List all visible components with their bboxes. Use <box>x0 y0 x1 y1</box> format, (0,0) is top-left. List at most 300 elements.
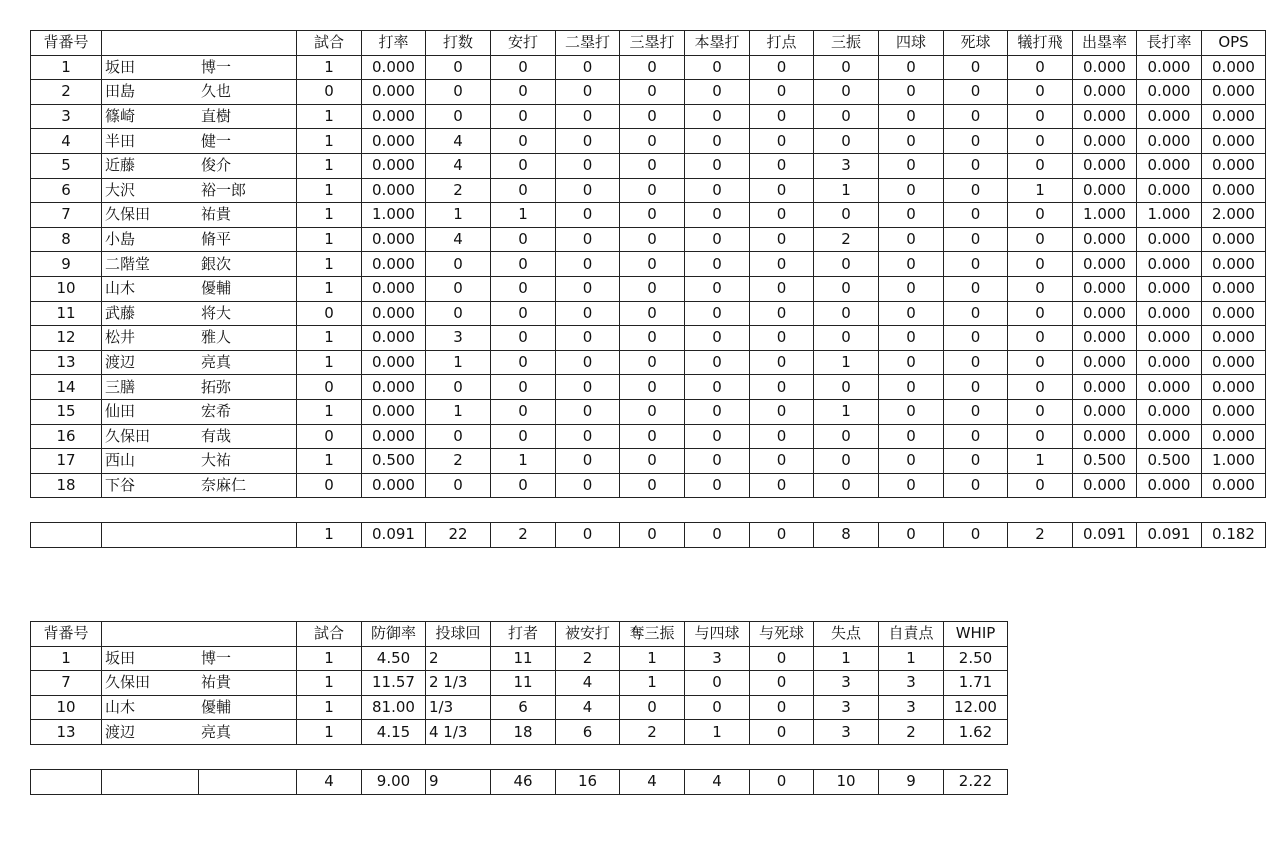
family-name: 西山 <box>105 451 136 470</box>
column-header: 三塁打 <box>620 31 685 56</box>
player-number: 1 <box>31 55 102 80</box>
stat-cell: 0 <box>620 80 685 105</box>
stat-cell: 1 <box>426 203 491 228</box>
stat-cell: 4.15 <box>362 720 426 745</box>
column-header: 奪三振 <box>620 622 685 647</box>
table-row <box>31 55 1266 80</box>
table-row <box>31 104 1266 129</box>
family-name: 久保田 <box>105 426 151 445</box>
stat-cell: 18 <box>491 720 556 745</box>
table-row <box>31 252 1266 277</box>
family-name: 松井 <box>105 328 136 347</box>
player-name <box>102 153 297 178</box>
stat-cell: 3 <box>814 720 879 745</box>
stat-cell: 0 <box>814 375 879 400</box>
stat-cell: 12.00 <box>944 695 1008 720</box>
column-header: 打数 <box>426 31 491 56</box>
player-name <box>102 104 297 129</box>
stat-cell: 0 <box>1008 399 1073 424</box>
stat-cell: 0 <box>685 203 750 228</box>
table-row <box>31 720 1008 745</box>
stat-cell: 1 <box>297 178 362 203</box>
stat-cell: 1 <box>1008 449 1073 474</box>
stat-cell: 0.000 <box>1202 104 1266 129</box>
stat-cell: 0 <box>556 326 620 351</box>
stat-cell: 0.000 <box>362 129 426 154</box>
stat-cell: 0.000 <box>1137 473 1202 498</box>
stat-cell: 0 <box>620 399 685 424</box>
stat-cell: 1 <box>297 646 362 671</box>
total-cell <box>199 770 297 795</box>
stat-cell: 0 <box>685 276 750 301</box>
stat-cell: 0.000 <box>362 350 426 375</box>
family-name: 近藤 <box>105 156 136 175</box>
player-number: 10 <box>31 276 102 301</box>
stat-cell: 3 <box>814 153 879 178</box>
stat-cell: 0 <box>297 473 362 498</box>
stat-cell: 0.000 <box>362 326 426 351</box>
stat-cell: 0 <box>750 55 814 80</box>
stat-cell: 0 <box>814 104 879 129</box>
total-cell: 0 <box>750 523 814 548</box>
stat-cell: 0 <box>1008 129 1073 154</box>
stat-cell: 0 <box>1008 80 1073 105</box>
stat-cell: 0 <box>556 375 620 400</box>
stat-cell: 1.71 <box>944 671 1008 696</box>
column-header: 被安打 <box>556 622 620 647</box>
given-name: 裕一郎 <box>201 180 247 199</box>
stat-cell: 0 <box>1008 55 1073 80</box>
stat-cell: 0.000 <box>1073 473 1137 498</box>
stat-cell: 0 <box>620 227 685 252</box>
total-cell: 0 <box>556 523 620 548</box>
stat-cell: 0 <box>620 449 685 474</box>
stat-cell: 2 <box>879 720 944 745</box>
stat-cell: 0 <box>685 399 750 424</box>
total-cell: 9 <box>426 770 491 795</box>
stat-cell: 1 <box>297 203 362 228</box>
stat-cell: 0 <box>491 473 556 498</box>
stat-cell: 0.500 <box>1137 449 1202 474</box>
given-name: 博一 <box>201 648 232 667</box>
family-name: 渡辺 <box>105 722 136 741</box>
stat-cell: 0 <box>426 55 491 80</box>
player-name <box>102 55 297 80</box>
stat-cell: 3 <box>814 671 879 696</box>
stat-cell: 0 <box>879 350 944 375</box>
given-name: 奈麻仁 <box>201 475 247 494</box>
stat-cell: 0.000 <box>1202 375 1266 400</box>
given-name: 祐貴 <box>201 205 232 224</box>
stat-cell: 0 <box>879 252 944 277</box>
stat-cell: 0.000 <box>1137 104 1202 129</box>
stat-cell: 0 <box>879 203 944 228</box>
column-header <box>102 622 297 647</box>
stat-cell: 1 <box>814 646 879 671</box>
total-cell: 0.091 <box>1137 523 1202 548</box>
given-name: 有哉 <box>201 426 232 445</box>
player-number: 8 <box>31 227 102 252</box>
stat-cell: 0 <box>685 129 750 154</box>
stat-cell: 0 <box>620 473 685 498</box>
stat-cell: 0.000 <box>1073 399 1137 424</box>
stat-cell: 0 <box>556 80 620 105</box>
stat-cell: 0 <box>620 252 685 277</box>
stat-cell: 0 <box>620 326 685 351</box>
stat-cell: 0.000 <box>362 80 426 105</box>
given-name: 大祐 <box>201 451 232 470</box>
stat-cell: 0.000 <box>362 301 426 326</box>
stat-cell: 0 <box>814 473 879 498</box>
family-name: 坂田 <box>105 57 136 76</box>
stat-cell: 0.000 <box>1137 276 1202 301</box>
column-header: OPS <box>1202 31 1266 56</box>
stat-cell: 0 <box>556 104 620 129</box>
player-number: 7 <box>31 671 102 696</box>
stat-cell: 0.000 <box>1073 375 1137 400</box>
stat-cell: 1 <box>814 178 879 203</box>
stat-cell: 0 <box>556 424 620 449</box>
total-cell: 9 <box>879 770 944 795</box>
stat-cell: 0 <box>556 203 620 228</box>
stat-cell: 0 <box>491 129 556 154</box>
total-cell <box>31 523 102 548</box>
total-cell: 4 <box>620 770 685 795</box>
stat-cell: 1.000 <box>1137 203 1202 228</box>
stat-cell: 0 <box>620 276 685 301</box>
stat-cell: 0 <box>685 80 750 105</box>
stat-cell: 6 <box>556 720 620 745</box>
stat-cell: 3 <box>879 671 944 696</box>
stat-cell: 1 <box>426 399 491 424</box>
column-header: 背番号 <box>31 622 102 647</box>
stat-cell: 0 <box>556 301 620 326</box>
stat-cell: 0 <box>750 301 814 326</box>
stat-cell: 0 <box>685 695 750 720</box>
stat-cell: 0 <box>879 227 944 252</box>
stat-cell: 0 <box>685 252 750 277</box>
stat-cell: 0 <box>426 301 491 326</box>
family-name: 渡辺 <box>105 353 136 372</box>
player-name <box>102 350 297 375</box>
player-name <box>102 671 297 696</box>
stat-cell: 0 <box>879 104 944 129</box>
stat-cell: 0 <box>685 326 750 351</box>
player-number: 3 <box>31 104 102 129</box>
stat-cell: 0.500 <box>1073 449 1137 474</box>
player-name <box>102 252 297 277</box>
stat-cell: 0 <box>750 104 814 129</box>
header-row <box>31 622 1008 647</box>
stat-cell: 0 <box>297 301 362 326</box>
stat-cell: 0 <box>750 227 814 252</box>
table-row <box>31 326 1266 351</box>
table-row <box>31 203 1266 228</box>
stat-cell: 0.000 <box>1073 104 1137 129</box>
given-name: 健一 <box>201 131 232 150</box>
stat-cell: 0 <box>750 178 814 203</box>
stat-cell: 1 <box>491 203 556 228</box>
header-row <box>31 31 1266 56</box>
given-name: 優輔 <box>201 698 232 717</box>
column-header: 背番号 <box>31 31 102 56</box>
player-name <box>102 276 297 301</box>
stat-cell: 0 <box>750 720 814 745</box>
stat-cell: 1 <box>297 252 362 277</box>
stat-cell: 11 <box>491 671 556 696</box>
stat-cell: 0 <box>1008 473 1073 498</box>
player-number: 12 <box>31 326 102 351</box>
stat-cell: 0 <box>944 55 1008 80</box>
stat-cell: 0 <box>620 203 685 228</box>
stat-cell: 0.000 <box>1202 301 1266 326</box>
stat-cell: 0.000 <box>1137 326 1202 351</box>
stat-cell: 2 <box>426 449 491 474</box>
stat-cell: 0 <box>750 276 814 301</box>
column-header: 打点 <box>750 31 814 56</box>
stat-cell: 2 <box>426 646 491 671</box>
given-name: 銀次 <box>201 254 232 273</box>
stat-cell: 0 <box>879 80 944 105</box>
stat-cell: 0.000 <box>1073 424 1137 449</box>
column-header: 出塁率 <box>1073 31 1137 56</box>
stat-cell: 0.000 <box>1137 399 1202 424</box>
stat-cell: 0 <box>750 326 814 351</box>
table-row <box>31 399 1266 424</box>
stat-cell: 1 <box>491 449 556 474</box>
column-header: 投球回 <box>426 622 491 647</box>
stat-cell: 0.000 <box>1073 301 1137 326</box>
stat-cell: 0 <box>491 350 556 375</box>
stat-cell: 0 <box>556 227 620 252</box>
stat-cell: 0.000 <box>1202 276 1266 301</box>
stat-cell: 11 <box>491 646 556 671</box>
player-name <box>102 695 297 720</box>
stat-cell: 0 <box>491 153 556 178</box>
stat-cell: 0 <box>685 104 750 129</box>
stat-cell: 0 <box>556 129 620 154</box>
stat-cell: 0 <box>750 695 814 720</box>
stat-cell: 0 <box>491 399 556 424</box>
total-cell <box>31 770 102 795</box>
table-row <box>31 695 1008 720</box>
stat-cell: 0 <box>556 276 620 301</box>
stat-cell: 0 <box>944 276 1008 301</box>
stat-cell: 0 <box>750 129 814 154</box>
stat-cell: 1.000 <box>1202 449 1266 474</box>
stat-cell: 0.000 <box>362 375 426 400</box>
player-number: 18 <box>31 473 102 498</box>
column-header: 死球 <box>944 31 1008 56</box>
given-name: 脩平 <box>201 230 232 249</box>
stat-cell: 81.00 <box>362 695 426 720</box>
stat-cell: 0.000 <box>362 153 426 178</box>
given-name: 博一 <box>201 57 232 76</box>
given-name: 亮真 <box>201 722 232 741</box>
stat-cell: 0 <box>879 153 944 178</box>
totals-row <box>31 770 1008 795</box>
stat-cell: 0 <box>944 252 1008 277</box>
total-cell: 0 <box>944 523 1008 548</box>
stat-cell: 0 <box>426 473 491 498</box>
table-row <box>31 80 1266 105</box>
stat-cell: 0 <box>426 424 491 449</box>
stat-cell: 0.000 <box>1202 227 1266 252</box>
stat-cell: 0.000 <box>1137 80 1202 105</box>
stat-cell: 1 <box>814 350 879 375</box>
total-cell: 0.091 <box>362 523 426 548</box>
total-cell: 0.182 <box>1202 523 1266 548</box>
stat-cell: 0 <box>1008 104 1073 129</box>
stat-cell: 0 <box>944 80 1008 105</box>
totals-row <box>31 523 1266 548</box>
stat-cell: 1/3 <box>426 695 491 720</box>
player-number: 13 <box>31 350 102 375</box>
table-row <box>31 153 1266 178</box>
player-number: 7 <box>31 203 102 228</box>
batting-totals-table <box>30 522 1266 548</box>
stat-cell: 0 <box>750 153 814 178</box>
stat-cell: 0 <box>556 252 620 277</box>
column-header: 試合 <box>297 31 362 56</box>
stat-cell: 4 <box>556 695 620 720</box>
family-name: 二階堂 <box>105 254 151 273</box>
family-name: 坂田 <box>105 648 136 667</box>
stat-cell: 4 <box>556 671 620 696</box>
stat-cell: 0 <box>685 227 750 252</box>
stat-cell: 0 <box>750 424 814 449</box>
stat-cell: 0 <box>944 473 1008 498</box>
stat-cell: 0.000 <box>1202 55 1266 80</box>
table-row <box>31 301 1266 326</box>
family-name: 山木 <box>105 698 136 717</box>
column-header: 二塁打 <box>556 31 620 56</box>
player-number: 15 <box>31 399 102 424</box>
stat-cell: 0 <box>879 375 944 400</box>
column-header: 四球 <box>879 31 944 56</box>
stat-cell: 0 <box>944 449 1008 474</box>
stat-cell: 0 <box>491 104 556 129</box>
stat-cell: 4 <box>426 129 491 154</box>
family-name: 小島 <box>105 230 136 249</box>
stat-cell: 4 1/3 <box>426 720 491 745</box>
stat-cell: 1 <box>879 646 944 671</box>
given-name: 直樹 <box>201 107 232 126</box>
player-number: 5 <box>31 153 102 178</box>
stat-cell: 0 <box>685 449 750 474</box>
stat-cell: 0 <box>556 153 620 178</box>
stat-cell: 2 1/3 <box>426 671 491 696</box>
stat-cell: 0.000 <box>1073 178 1137 203</box>
stat-cell: 1.000 <box>362 203 426 228</box>
stat-cell: 3 <box>879 695 944 720</box>
stat-cell: 0 <box>426 375 491 400</box>
stat-cell: 0 <box>556 178 620 203</box>
player-number: 4 <box>31 129 102 154</box>
stat-cell: 0 <box>944 375 1008 400</box>
stat-cell: 0 <box>750 350 814 375</box>
family-name: 仙田 <box>105 402 136 421</box>
stat-cell: 0 <box>879 276 944 301</box>
stat-cell: 0 <box>426 276 491 301</box>
stat-cell: 0 <box>685 350 750 375</box>
total-cell: 0 <box>879 523 944 548</box>
stat-cell: 0.000 <box>1073 55 1137 80</box>
stat-cell: 1 <box>297 276 362 301</box>
stat-cell: 0 <box>750 399 814 424</box>
stat-cell: 0.000 <box>1137 252 1202 277</box>
given-name: 将大 <box>201 303 232 322</box>
stat-cell: 0.000 <box>1202 178 1266 203</box>
total-cell: 46 <box>491 770 556 795</box>
column-header: 自責点 <box>879 622 944 647</box>
stat-cell: 0 <box>685 375 750 400</box>
player-name <box>102 326 297 351</box>
stat-cell: 4 <box>426 227 491 252</box>
column-header: 安打 <box>491 31 556 56</box>
stat-cell: 2 <box>620 720 685 745</box>
family-name: 久保田 <box>105 205 151 224</box>
stat-cell: 1 <box>297 326 362 351</box>
stat-cell: 0.000 <box>1137 350 1202 375</box>
stat-cell: 0.000 <box>1073 80 1137 105</box>
total-cell <box>102 770 199 795</box>
stat-cell: 0.000 <box>1202 350 1266 375</box>
player-name <box>102 399 297 424</box>
family-name: 大沢 <box>105 180 136 199</box>
column-header: 与四球 <box>685 622 750 647</box>
column-header: 犠打飛 <box>1008 31 1073 56</box>
stat-cell: 4 <box>426 153 491 178</box>
stat-cell: 0 <box>620 178 685 203</box>
player-name <box>102 129 297 154</box>
stat-cell: 0 <box>879 129 944 154</box>
stat-cell: 0 <box>1008 424 1073 449</box>
stat-cell: 0 <box>879 326 944 351</box>
given-name: 亮真 <box>201 353 232 372</box>
stat-cell: 0 <box>814 55 879 80</box>
stat-cell: 0 <box>491 326 556 351</box>
column-header: 失点 <box>814 622 879 647</box>
total-cell: 8 <box>814 523 879 548</box>
stat-cell: 0 <box>620 424 685 449</box>
stat-cell: 0.000 <box>362 178 426 203</box>
stat-cell: 0 <box>297 80 362 105</box>
stat-cell: 1 <box>297 104 362 129</box>
stat-cell: 6 <box>491 695 556 720</box>
stat-cell: 0 <box>685 153 750 178</box>
stat-cell: 0 <box>1008 252 1073 277</box>
column-header: 与死球 <box>750 622 814 647</box>
stat-cell: 1 <box>297 153 362 178</box>
stat-cell: 0.000 <box>1202 129 1266 154</box>
stat-cell: 0 <box>685 671 750 696</box>
stat-cell: 0 <box>944 129 1008 154</box>
family-name: 篠崎 <box>105 107 136 126</box>
stat-cell: 0 <box>556 449 620 474</box>
stat-cell: 0 <box>491 252 556 277</box>
stat-cell: 0.000 <box>1073 276 1137 301</box>
player-number: 17 <box>31 449 102 474</box>
family-name: 下谷 <box>105 475 136 494</box>
stat-cell: 0 <box>814 424 879 449</box>
stat-cell: 1 <box>620 671 685 696</box>
total-cell: 0.091 <box>1073 523 1137 548</box>
player-name <box>102 178 297 203</box>
stat-cell: 0 <box>814 252 879 277</box>
stat-cell: 0 <box>814 449 879 474</box>
stat-cell: 0.000 <box>1202 326 1266 351</box>
